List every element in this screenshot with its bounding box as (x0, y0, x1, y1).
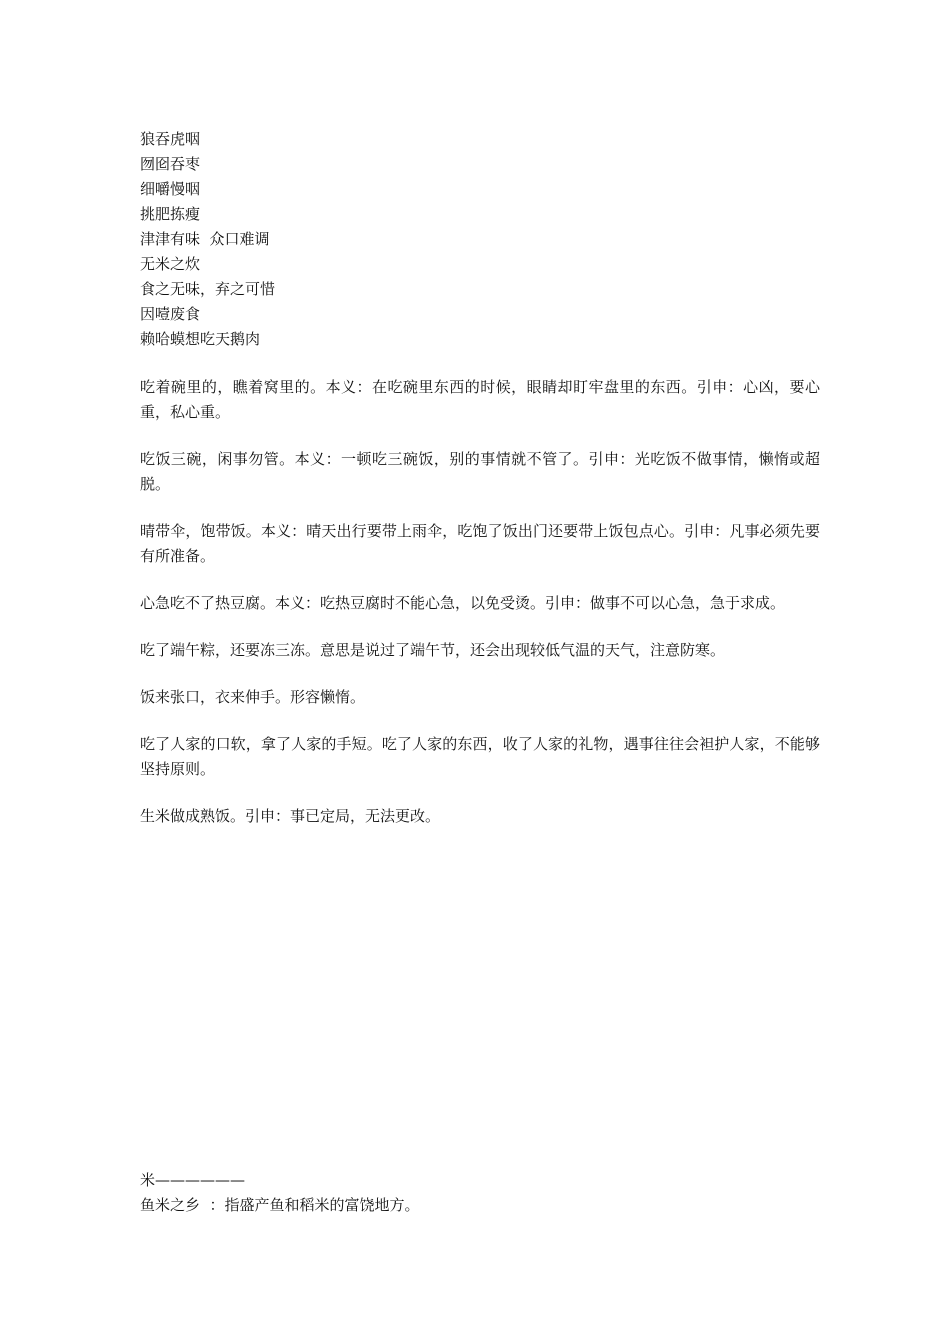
rice-section (140, 1168, 820, 1218)
idiom-item: 狼吞虎咽 (140, 130, 201, 148)
sayings-section (140, 375, 820, 851)
rice-entry: 鱼米之乡 ：指盛产鱼和稻米的富饶地方。 (140, 1196, 420, 1214)
idiom-item: 津津有味 众口难调 (140, 230, 270, 248)
saying-paragraph: 饭来张口，衣来伸手。形容懒惰。 (140, 688, 366, 706)
idiom-item: 细嚼慢咽 (140, 180, 201, 198)
saying-paragraph: 晴带伞，饱带饭。本义：晴天出行要带上雨伞，吃饱了饭出门还要带上饭包点心。引申：凡事必须先要有所准备。 (140, 522, 820, 565)
idiom-item: 因噎废食 (140, 305, 201, 323)
idiom-item: 无米之炊 (140, 255, 201, 273)
saying-paragraph: 生米做成熟饭。引申：事已定局，无法更改。 (140, 807, 441, 825)
saying-paragraph: 吃了端午粽，还要冻三冻。意思是说过了端午节，还会出现较低气温的天气，注意防寒。 (140, 641, 726, 659)
saying-paragraph: 吃饭三碗，闲事勿管。本义：一顿吃三碗饭，别的事情就不管了。引申：光吃饭不做事情，懒惰或超脱。 (140, 450, 820, 493)
idiom-item: 囫囵吞枣 (140, 155, 201, 173)
idiom-item: 赖哈蟆想吃天鹅肉 (140, 330, 261, 348)
idiom-item: 挑肥拣瘦 (140, 205, 201, 223)
saying-paragraph: 吃了人家的口软，拿了人家的手短。吃了人家的东西，收了人家的礼物，遇事往往会袒护人家，不能够坚持原则。 (140, 735, 820, 778)
idiom-list (140, 127, 820, 352)
saying-paragraph: 吃着碗里的，瞧着窝里的。本义：在吃碗里东西的时候，眼睛却盯牢盘里的东西。引申：心凶，要心重，私心重。 (140, 378, 820, 421)
rice-heading: 米—————— (140, 1171, 246, 1189)
idiom-item: 食之无味，弃之可惜 (140, 280, 276, 298)
saying-paragraph: 心急吃不了热豆腐。本义：吃热豆腐时不能心急，以免受烫。引申：做事不可以心急，急于求成。 (140, 594, 786, 612)
